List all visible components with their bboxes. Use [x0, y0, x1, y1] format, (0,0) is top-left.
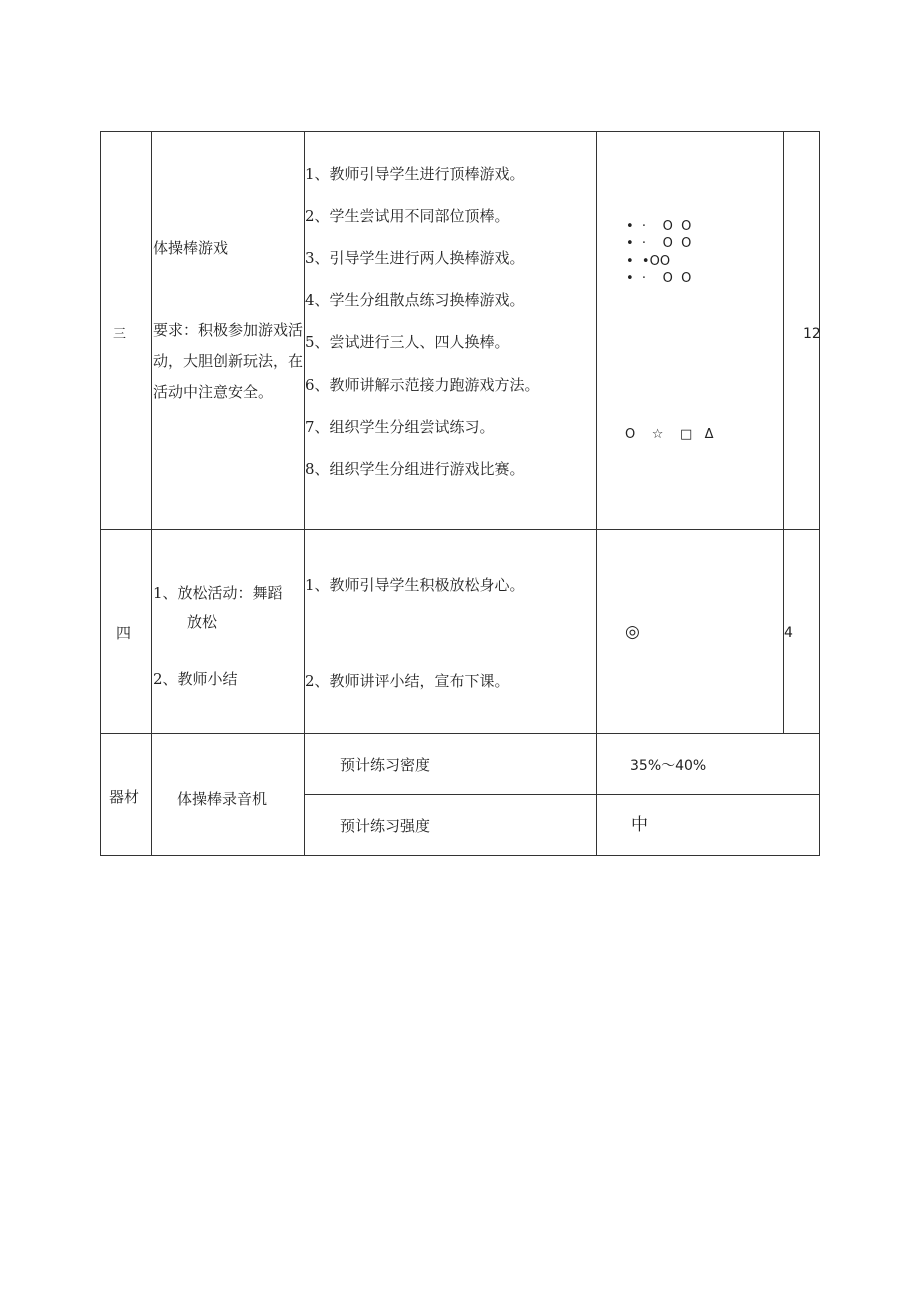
density-value: 35%～40%: [630, 758, 707, 774]
equipment-label: 器材: [109, 788, 140, 806]
col-divider-steps: [596, 131, 597, 856]
formation-legend: O ☆ □ Δ: [625, 427, 714, 442]
section-3-number: 三: [113, 327, 127, 342]
step-item: 4、学生分组散点练习换棒游戏。: [305, 291, 525, 309]
formation-row: • •OO: [626, 254, 671, 269]
section-4-formation-symbol: ◎: [625, 622, 640, 642]
step-item: 2、学生尝试用不同部位顶棒。: [305, 207, 510, 225]
formation-row: • · O O: [626, 271, 692, 286]
step-item: 5、尝试进行三人、四人换棒。: [305, 333, 510, 351]
intensity-label: 预计练习强度: [340, 817, 431, 835]
equipment-items: 体操棒录音机: [177, 790, 268, 808]
formation-row: • · O O: [626, 236, 692, 251]
row-divider-density-intensity: [304, 794, 820, 795]
col-divider-formation: [783, 131, 784, 734]
table-border-top: [100, 131, 820, 132]
step-item: 1、教师引导学生进行顶棒游戏。: [305, 165, 525, 183]
table-border-left: [100, 131, 101, 856]
section-3-title: 体操棒游戏: [153, 239, 229, 257]
section-3-time: 12: [803, 326, 821, 342]
step-item: 7、组织学生分组尝试练习。: [305, 418, 495, 436]
step-item: 8、组织学生分组进行游戏比赛。: [305, 460, 525, 478]
table-border-right: [819, 131, 820, 856]
col-divider-number: [151, 131, 152, 856]
section-4-content-1: 1、放松活动：舞蹈: [153, 584, 283, 602]
intensity-value: 中: [631, 815, 648, 835]
section-3-requirement: 要求：积极参加游戏活动，大胆创新玩法，在活动中注意安全。: [153, 321, 304, 401]
section-4-content-2: 2、教师小结: [153, 670, 238, 688]
density-label: 预计练习密度: [340, 756, 431, 774]
step-item: 3、引导学生进行两人换棒游戏。: [305, 249, 525, 267]
table-border-bottom: [100, 855, 820, 856]
col-divider-content: [304, 131, 305, 856]
section-4-number: 四: [116, 624, 132, 642]
formation-row: • · O O: [626, 219, 692, 234]
section-4-content-1-cont: 放松: [187, 613, 218, 631]
row-divider-4-equipment: [100, 733, 820, 734]
row-divider-3-4: [100, 529, 820, 530]
section-4-step-2: 2、教师讲评小结，宣布下课。: [305, 672, 510, 690]
step-item: 6、教师讲解示范接力跑游戏方法。: [305, 376, 540, 394]
section-4-step-1: 1、教师引导学生积极放松身心。: [305, 576, 525, 594]
section-4-time: 4: [784, 625, 793, 641]
